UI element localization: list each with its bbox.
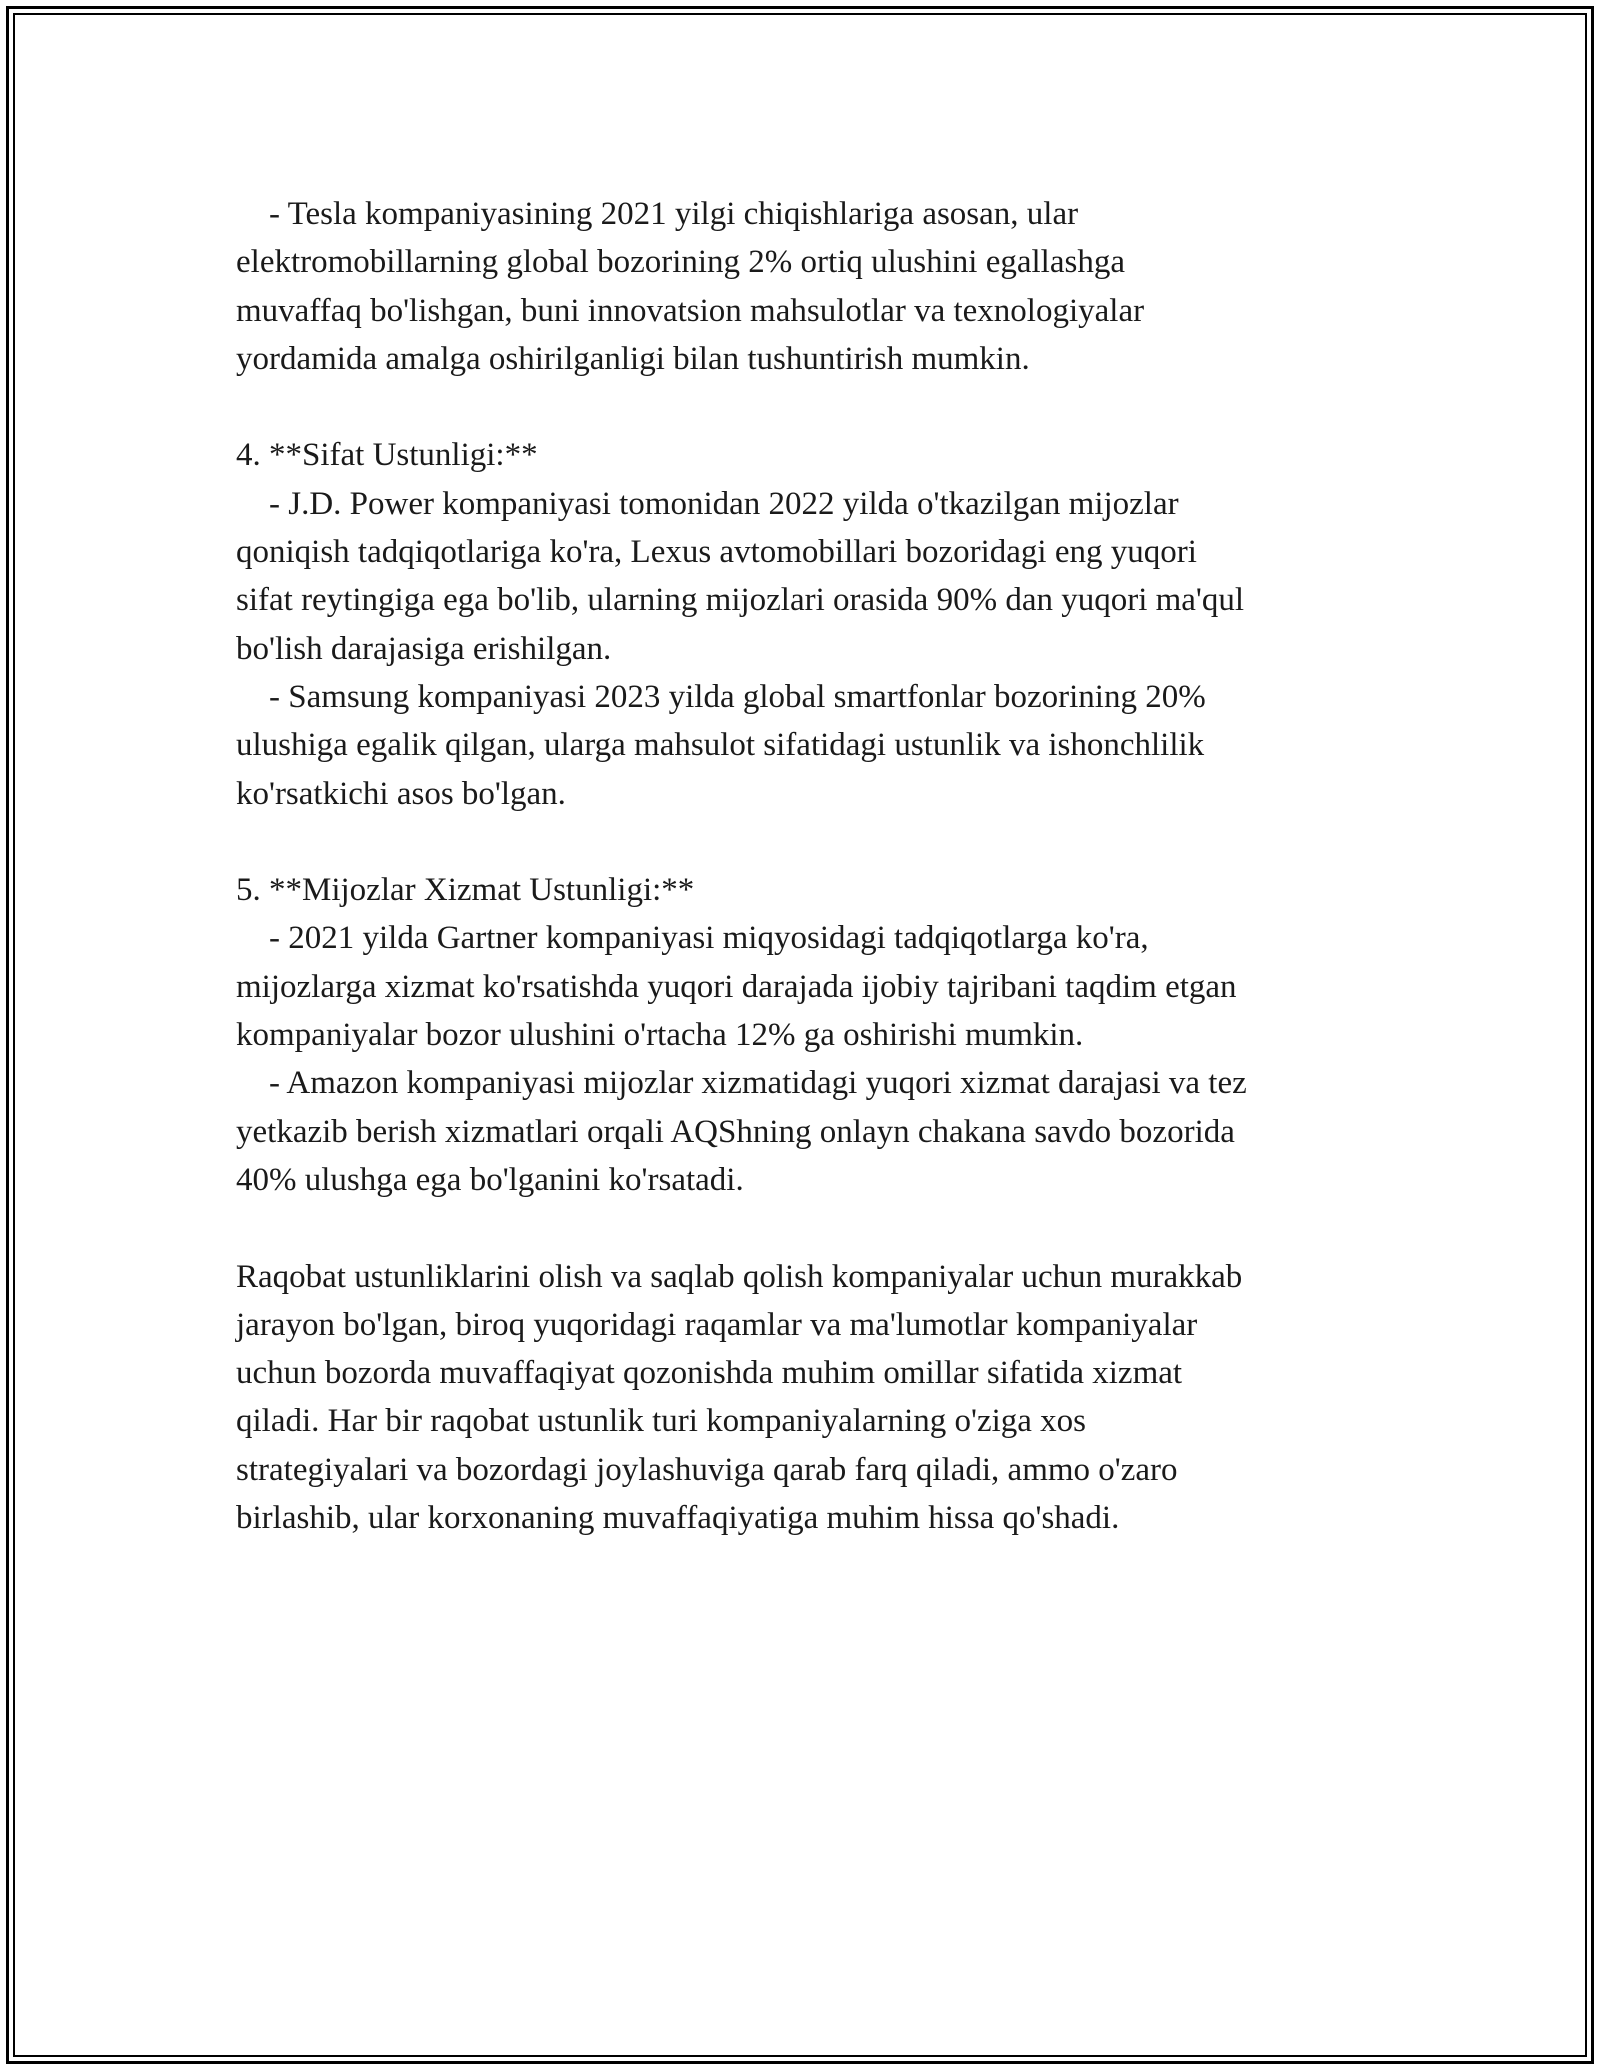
text-line: qiladi. Har bir raqobat ustunlik turi kompaniyalarning o'ziga xos	[236, 1403, 1087, 1440]
text-line: - Amazon kompaniyasi mijozlar xizmatidagi yuqori xizmat darajasi va tez	[236, 1065, 1247, 1102]
sifat-section	[236, 431, 1396, 817]
section-heading: 4. **Sifat Ustunligi:**	[236, 437, 538, 474]
text-line: elektromobillarning global bozorining 2% ortiq ulushini egallashga	[236, 244, 1125, 281]
text-line: muvaffaq bo'lishgan, buni innovatsion mahsulotlar va texnologiyalar	[236, 292, 1145, 329]
text-line: - 2021 yilda Gartner kompaniyasi miqyosidagi tadqiqotlarga ko'ra,	[236, 920, 1149, 957]
text-line: sifat reytingiga ega bo'lib, ularning mijozlari orasida 90% dan yuqori ma'qul	[236, 582, 1245, 619]
conclusion-paragraph	[236, 1253, 1396, 1543]
paragraph-gap	[236, 818, 1396, 866]
paragraph-gap	[236, 1204, 1396, 1252]
section-heading: 5. **Mijozlar Xizmat Ustunligi:**	[236, 872, 695, 909]
text-line: ulushiga egalik qilgan, ularga mahsulot sifatidagi ustunlik va ishonchlilik	[236, 727, 1205, 764]
text-line: - Tesla kompaniyasining 2021 yilgi chiqishlariga asosan, ular	[236, 196, 1079, 232]
text-line: yordamida amalga oshirilganligi bilan tushuntirish mumkin.	[236, 340, 1030, 377]
mijozlar-section	[236, 866, 1396, 1204]
text-line: mijozlarga xizmat ko'rsatishda yuqori darajada ijobiy tajribani taqdim etgan	[236, 968, 1237, 1005]
text-line: - Samsung kompaniyasi 2023 yilda global smartfonlar bozorining 20%	[236, 678, 1206, 715]
text-line: birlashib, ular korxonaning muvaffaqiyatiga muhim hissa qo'shadi.	[236, 1500, 1120, 1537]
text-line: jarayon bo'lgan, biroq yuqoridagi raqamlar va ma'lumotlar kompaniyalar	[236, 1306, 1198, 1343]
text-line: qoniqish tadqiqotlariga ko'ra, Lexus avtomobillari bozoridagi eng yuqori	[236, 534, 1197, 571]
text-line: 40% ulushga ega bo'lganini ko'rsatadi.	[236, 1161, 744, 1198]
text-line: kompaniyalar bozor ulushini o'rtacha 12% ga oshirishi mumkin.	[236, 1017, 1084, 1054]
paragraph-gap	[236, 383, 1396, 431]
text-line: yetkazib berish xizmatlari orqali AQShning onlayn chakana savdo bozorida	[236, 1113, 1235, 1150]
text-line: strategiyalari va bozordagi joylashuviga qarab farq qiladi, ammo o'zaro	[236, 1451, 1178, 1488]
text-line: Raqobat ustunliklarini olish va saqlab qolish kompaniyalar uchun murakkab	[236, 1258, 1243, 1295]
text-line: - J.D. Power kompaniyasi tomonidan 2022 yilda o'tkazilgan mijozlar	[236, 485, 1179, 522]
text-line: bo'lish darajasiga erishilgan.	[236, 630, 612, 667]
tesla-paragraph	[236, 190, 1396, 383]
document-body	[236, 190, 1396, 1542]
text-line: ko'rsatkichi asos bo'lgan.	[236, 775, 566, 812]
text-line: uchun bozorda muvaffaqiyat qozonishda muhim omillar sifatida xizmat	[236, 1355, 1183, 1392]
